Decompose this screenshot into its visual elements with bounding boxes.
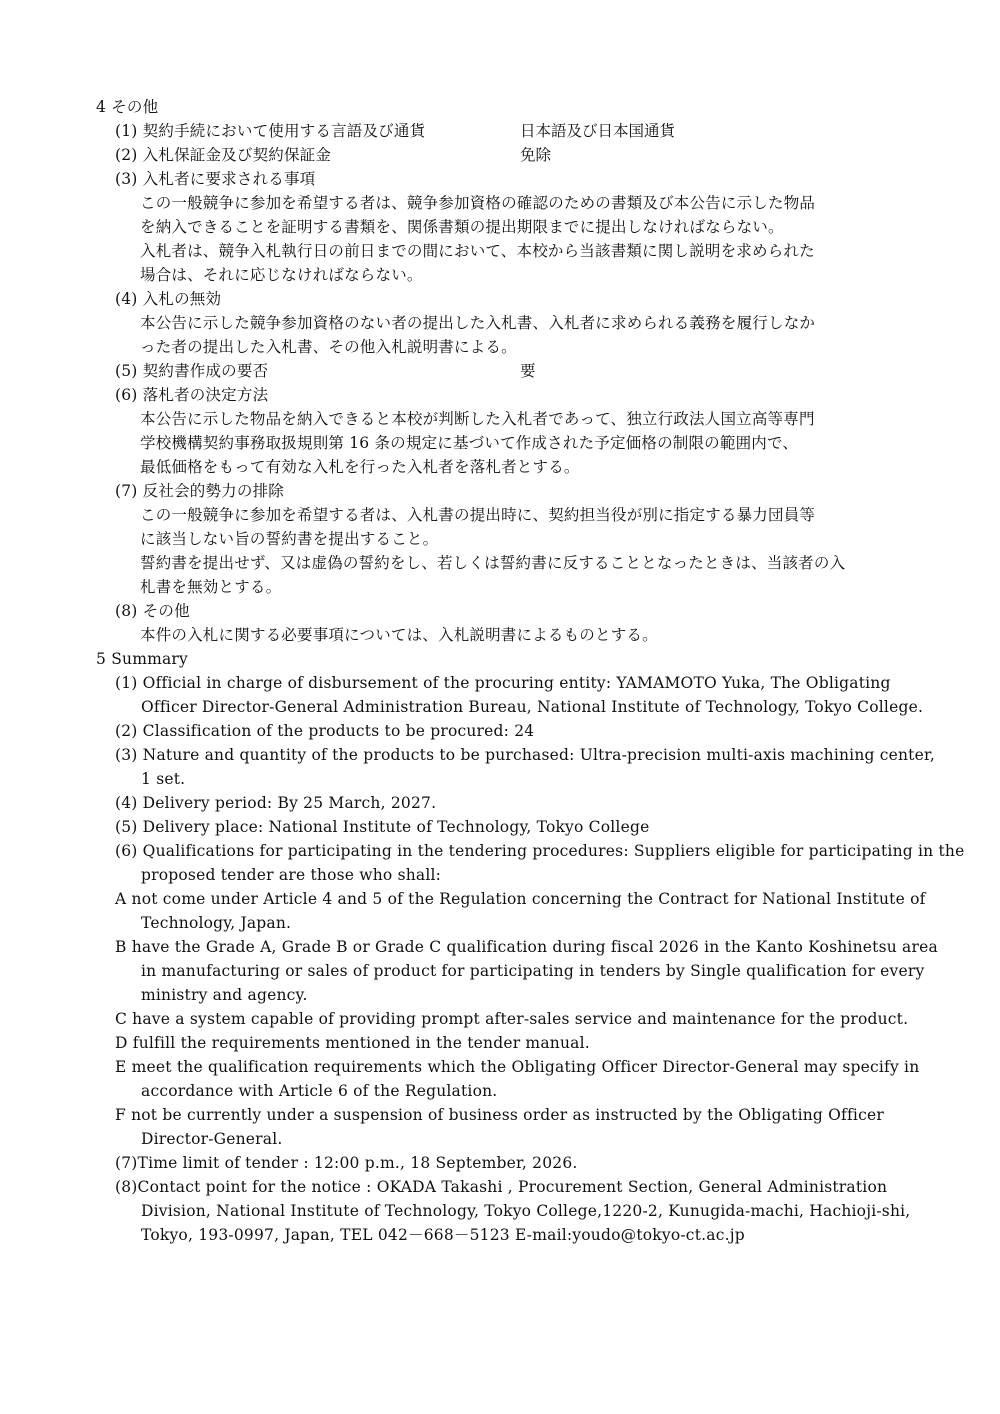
summary-line: (6) Qualifications for participating in the tendering procedures: Suppliers eligible for participating in the xyxy=(115,842,965,860)
summary-line: (3) Nature and quantity of the products to be purchased: Ultra-precision multi-axis machining center, xyxy=(115,746,936,764)
summary-line: Technology, Japan. xyxy=(141,914,292,932)
item-5-label: (5) 契約書作成の要否 xyxy=(115,362,269,380)
summary-line: Officer Director-General Administration Bureau, National Institute of Technology, Tokyo College. xyxy=(141,698,924,716)
summary-line: accordance with Article 6 of the Regulation. xyxy=(141,1082,498,1100)
item-3-line: この一般競争に参加を希望する者は、競争参加資格の確認のための書類及び本公告に示した物品 xyxy=(140,194,816,212)
summary-line: Division, National Institute of Technology, Tokyo College,1220-2, Kunugida-machi, Hachioji-shi, xyxy=(141,1202,911,1220)
summary-line: (7)Time limit of tender : 12:00 p.m., 18 September, 2026. xyxy=(115,1154,578,1172)
summary-line: 1 set. xyxy=(141,770,186,788)
item-7-line: この一般競争に参加を希望する者は、入札書の提出時に、契約担当役が別に指定する暴力団員等 xyxy=(140,506,816,524)
summary-line: (5) Delivery place: National Institute of Technology, Tokyo College xyxy=(115,818,650,836)
summary-line: ministry and agency. xyxy=(141,986,308,1004)
summary-line: A not come under Article 4 and 5 of the Regulation concerning the Contract for National Institute of xyxy=(115,890,926,908)
summary-line: Tokyo, 193-0997, Japan, TEL 042－668－5123 E-mail:youdo@tokyo-ct.ac.jp xyxy=(141,1226,745,1244)
summary-line: (1) Official in charge of disbursement of the procuring entity: YAMAMOTO Yuka, The Obligating xyxy=(115,674,891,692)
item-6-line: 本公告に示した物品を納入できると本校が判断した入札者であって、独立行政法人国立高等専門 xyxy=(140,410,815,428)
item-3-label: (3) 入札者に要求される事項 xyxy=(115,170,316,188)
item-6-line: 学校機構契約事務取扱規則第 16 条の規定に基づいて作成された予定価格の制限の範囲内で、 xyxy=(140,434,799,452)
item-8-line: 本件の入札に関する必要事項については、入札説明書によるものとする。 xyxy=(140,626,658,644)
summary-line: E meet the qualification requirements which the Obligating Officer Director-General may specify in xyxy=(115,1058,920,1076)
summary-line: (4) Delivery period: By 25 March, 2027. xyxy=(115,794,437,812)
item-7-line: 誓約書を提出せず、又は虚偽の誓約をし、若しくは誓約書に反することとなったときは、当該者の入 xyxy=(140,554,846,572)
summary-line: C have a system capable of providing prompt after-sales service and maintenance for the product. xyxy=(115,1010,909,1028)
summary-line: B have the Grade A, Grade B or Grade C qualification during fiscal 2026 in the Kanto Koshinetsu area xyxy=(115,938,938,956)
item-4-line: 本公告に示した競争参加資格のない者の提出した入札書、入札者に求められる義務を履行しなか xyxy=(140,314,816,332)
summary-line: proposed tender are those who shall: xyxy=(141,866,442,884)
item-4-line: った者の提出した入札書、その他入札説明書による。 xyxy=(140,338,517,356)
summary-line: Director-General. xyxy=(141,1130,283,1148)
summary-line: in manufacturing or sales of product for participating in tenders by Single qualification for every xyxy=(141,962,925,980)
summary-line: (2) Classification of the products to be procured: 24 xyxy=(115,722,535,740)
item-4-label: (4) 入札の無効 xyxy=(115,290,222,308)
item-2-label: (2) 入札保証金及び契約保証金 xyxy=(115,146,332,164)
section-4-heading: 4 その他 xyxy=(96,98,159,116)
summary-line: F not be currently under a suspension of business order as instructed by the Obligating Officer xyxy=(115,1106,884,1124)
item-3-line: 場合は、それに応じなければならない。 xyxy=(140,266,423,284)
section-5-heading: 5 Summary xyxy=(96,650,188,668)
item-7-label: (7) 反社会的勢力の排除 xyxy=(115,482,284,500)
item-7-line: 札書を無効とする。 xyxy=(140,578,282,596)
item-3-line: を納入できることを証明する書類を、関係書類の提出期限までに提出しなければならない。 xyxy=(140,218,784,236)
item-3-line: 入札者は、競争入札執行日の前日までの間において、本校から当該書類に関し説明を求められた xyxy=(140,242,815,260)
summary-line: D fulfill the requirements mentioned in the tender manual. xyxy=(115,1034,590,1052)
item-8-label: (8) その他 xyxy=(115,602,190,620)
summary-line: (8)Contact point for the notice : OKADA Takashi , Procurement Section, General Administration xyxy=(115,1178,888,1196)
item-6-label: (6) 落札者の決定方法 xyxy=(115,386,269,404)
item-7-line: に該当しない旨の誓約書を提出すること。 xyxy=(140,530,439,548)
item-1-value: 日本語及び日本国通貨 xyxy=(520,122,676,140)
item-6-line: 最低価格をもって有効な入札を行った入札者を落札者とする。 xyxy=(140,458,580,476)
item-1-label: (1) 契約手続において使用する言語及び通貨 xyxy=(115,122,426,140)
item-5-value: 要 xyxy=(520,362,536,380)
item-2-value: 免除 xyxy=(520,146,552,164)
